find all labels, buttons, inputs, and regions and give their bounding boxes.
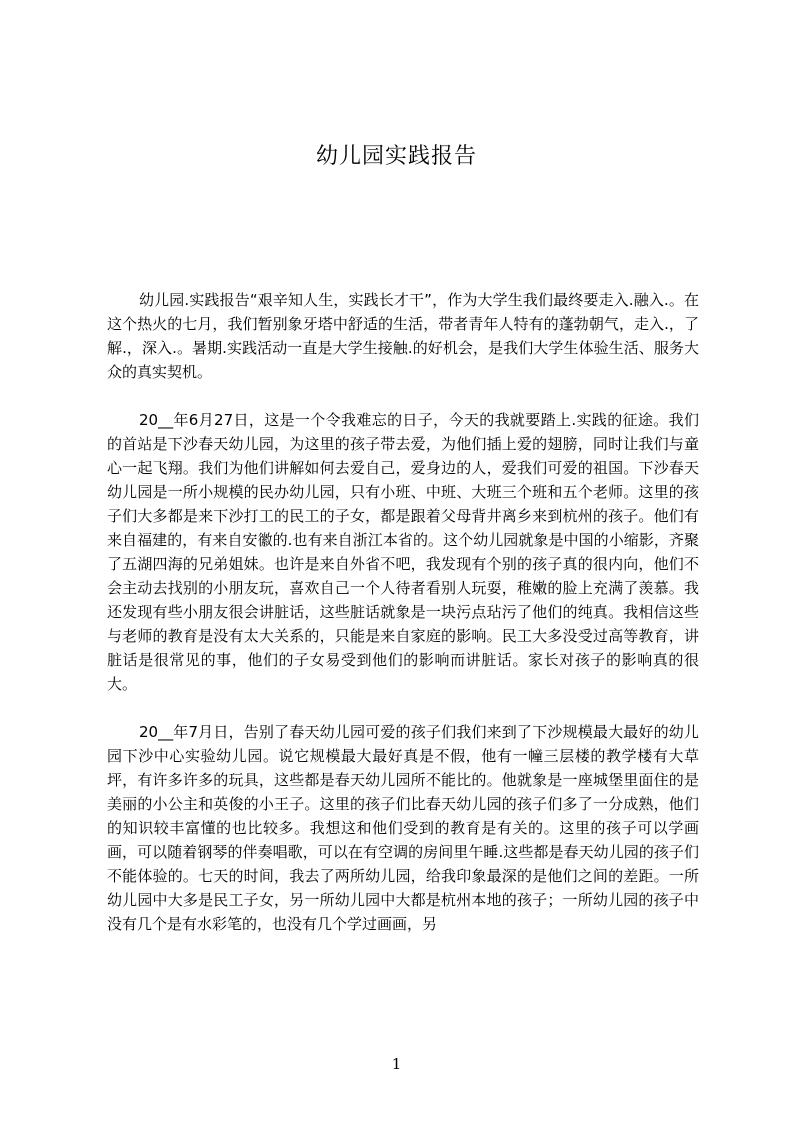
document-title: 幼儿园实践报告 xyxy=(315,144,477,169)
page-number: 1 xyxy=(391,1055,402,1073)
paragraph-intro: 幼儿园.实践报告“艰辛知人生，实践长才干”，作为大学生我们最终要走入.融入.。在这个热火的七月，我们暂别象牙塔中舒适的生活，带者青年人特有的蓬勃朝气，走入.，了解.，深入.。暑期.实践活动一直是大学生接触.的好机会，是我们大学生体验生活、服务大众的真实契机。 xyxy=(107,291,699,381)
document-body xyxy=(107,288,699,936)
paragraph-central-kindergarten: 20__年7月日，告别了春天幼儿园可爱的孩子们我们来到了下沙规模最大最好的幼儿园下沙中心实验幼儿园。说它规模最大最好真是不假，他有一幢三层楼的教学楼有大草坪，有许多许多的玩具，这些都是春天幼儿园所不能比的。他就象是一座城堡里面住的是美丽的小公主和英俊的小王子。这里的孩子们比春天幼儿园的孩子们多了一分成熟，他们的知识较丰富懂的也比较多。我想这和他们受到的教育是有关的。这里的孩子可以学画画，可以随着钢琴的伴奏唱歌，可以在有空调的房间里午睡.这些都是春天幼儿园的孩子们不能体验的。七天的时间，我去了两所幼儿园，给我印象最深的是他们之间的差距。一所幼儿园中大多是民工子女，另一所幼儿园中大都是杭州本地的孩子；一所幼儿园的孩子中没有几个是有水彩笔的，也没有几个学过画画，另 xyxy=(107,723,699,933)
paragraph-spring-kindergarten: 20__年6月27日，这是一个令我难忘的日子，今天的我就要踏上.实践的征途。我们的首站是下沙春天幼儿园，为这里的孩子带去爱，为他们插上爱的翅膀，同时让我们与童心一起飞翔。我们为他们讲解如何去爱自己，爱身边的人，爱我们可爱的祖国。下沙春天幼儿园是一所小规模的民办幼儿园，只有小班、中班、大班三个班和五个老师。这里的孩子们大多都是来下沙打工的民工的子女，都是跟着父母背井离乡来到杭州的孩子。他们有来自福建的，有来自安徽的.也有来自浙江本省的。这个幼儿园就象是中国的小缩影，齐聚了五湖四海的兄弟姐妹。也许是来自外省不吧，我发现有个别的孩子真的很内向，他们不会主动去找别的小朋友玩，喜欢自己一个人待者看别人玩耍，稚嫩的脸上充满了羡慕。我还发现有些小朋友很会讲脏话，这些脏话就象是一块污点玷污了他们的纯真。我相信这些与老师的教育是没有太大关系的，只能是来自家庭的影响。民工大多没受过高等教育，讲脏话是很常见的事，他们的子女易受到他们的影响而讲脏话。家长对孩子的影响真的很大。 xyxy=(107,411,699,693)
